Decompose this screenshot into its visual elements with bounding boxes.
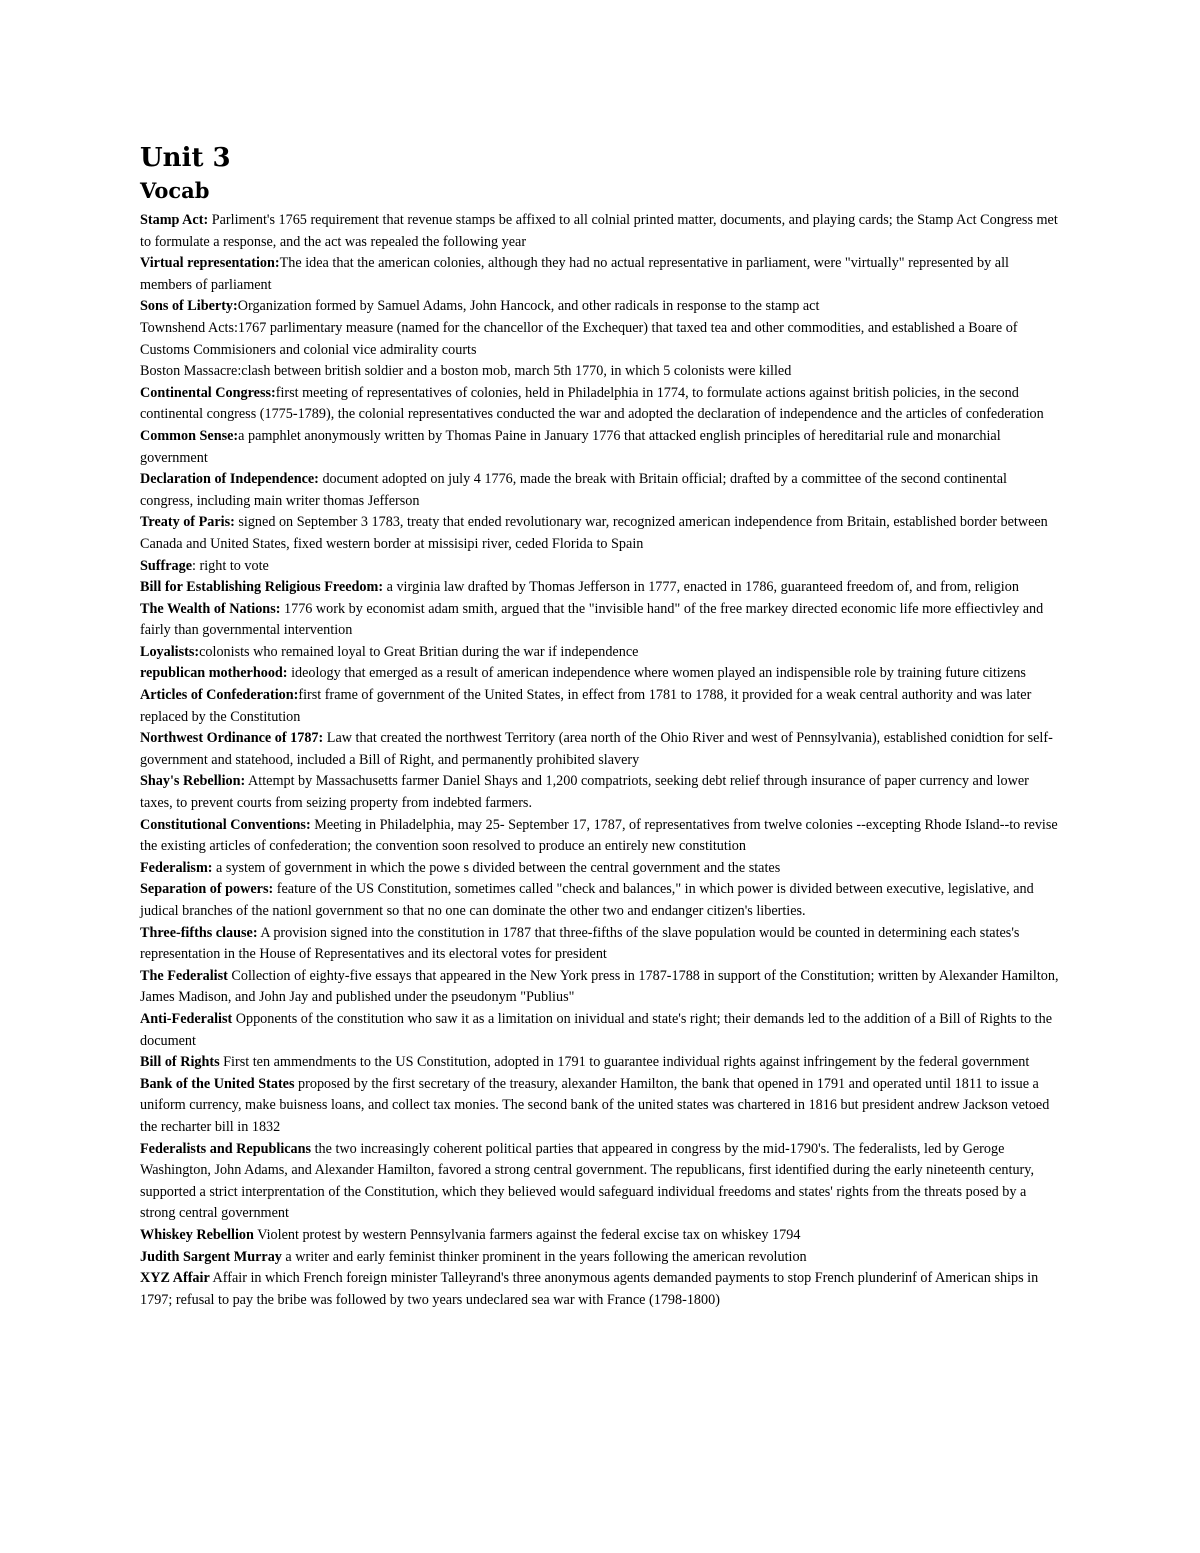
vocab-definition: Organization formed by Samuel Adams, John Hancock, and other radicals in response to the stamp act [237,298,820,315]
vocab-entry [140,599,1060,642]
vocab-entry [140,253,1060,296]
vocab-entry [140,512,1060,555]
vocab-term: Judith Sargent Murray [140,1248,282,1265]
vocab-definition: the two increasingly coherent political parties that appeared in congress by the mid-1790's. The federalists, led by Geroge Washington, John Adams, and Alexander Hamilton, favored a strong central government. The republicans, first identified during the early nineteenth century, supported a strict interprentation of the Constitution, which they believed would safeguard individual freedoms and states' rights from the threats posed by a strong central government [140,1140,1034,1222]
vocab-definition: Opponents of the constitution who saw it as a limitation on inividual and state's right; their demands led to the addition of a Bill of Rights to the document [140,1010,1053,1049]
vocab-definition: The idea that the american colonies, although they had no actual representative in parliament, were "virtually" represented by all members of parliament [140,255,1009,293]
vocab-term: Continental Congress: [140,384,276,401]
vocab-entry [140,771,1060,814]
vocab-definition: Collection of eighty-five essays that appeared in the New York press in 1787-1788 in support of the Constitution; written by Alexander Hamilton, James Madison, and John Jay and published under the pseudonym "Publius" [140,967,1059,1006]
vocab-definition: Affair in which French foreign minister Talleyrand's three anonymous agents demanded payments to stop French plunderinf of American ships in 1797; refusal to pay the bribe was followed by two years undeclared sea war with France (1798-1800) [140,1270,1039,1308]
vocab-definition: Attempt by Massachusetts farmer Daniel Shays and 1,200 compatriots, seeking debt relief through insurance of paper currency and lower taxes, to prevent courts from seizing property from indebted farmers. [140,773,1029,812]
vocab-entry [140,296,1060,318]
vocab-entry [140,879,1060,922]
vocab-entry [140,1247,1060,1269]
vocab-term: Whiskey Rebellion [140,1226,254,1243]
vocab-entry [140,426,1060,469]
vocab-entry [140,1009,1060,1052]
vocab-definition: ideology that emerged as a result of american independence where women played an indispensible role by training future citizens [287,665,1026,682]
vocab-term: Bill of Rights [140,1054,220,1071]
vocab-entry [140,469,1060,512]
vocab-term: Bank of the United States [140,1075,295,1092]
vocab-term: XYZ Affair [140,1270,210,1287]
vocab-definition: first frame of government of the United States, in effect from 1781 to 1788, it provided for a weak central authority and was later replaced by the Constitution [140,687,1032,725]
vocab-term: Federalism: [140,859,213,876]
vocab-definition: Meeting in Philadelphia, may 25- September 17, 1787, of representatives from twelve colonies --excepting Rhode Island--to revise the existing articles of confederation; the convention soon resolved to produce an entirely new constitution [140,816,1058,855]
vocab-definition: signed on September 3 1783, treaty that ended revolutionary war, recognized american independence from Britain, established border between Canada and United States, fixed western border at missisipi river, ceded Florida to Spain [140,514,1048,552]
vocab-entry [140,210,1060,253]
vocab-term: Articles of Confederation: [140,687,299,704]
vocab-definition: : right to vote [192,557,269,574]
vocab-definition: Boston Massacre:clash between british soldier and a boston mob, march 5th 1770, in which 5 colonists were killed [140,363,792,380]
vocab-term: Treaty of Paris: [140,514,235,531]
vocab-term: The Wealth of Nations: [140,600,281,617]
vocab-term: Sons of Liberty: [140,298,238,315]
vocab-term: Constitutional Conventions: [140,816,311,833]
vocab-list [140,210,1060,1311]
vocab-term: The Federalist [140,967,228,984]
vocab-entry [140,1268,1060,1311]
vocab-term: Declaration of Independence: [140,471,319,488]
vocab-entry [140,728,1060,771]
vocab-term: Stamp Act: [140,212,209,228]
vocab-definition: proposed by the first secretary of the treasury, alexander Hamilton, the bank that opened in 1791 and operated until 1811 to issue a uniform currency, make buisness loans, and collect tax monies. The second bank of the united states was chartered in 1816 but president andrew Jackson vetoed the recharter bill in 1832 [140,1075,1050,1135]
vocab-entry [140,1074,1060,1139]
vocab-term: Common Sense: [140,427,239,444]
vocab-definition: feature of the US Constitution, sometimes called "check and balances," in which power is divided between executive, legislative, and judical branches of the nationl government so that no one can dominate the other two and endanger citizen's liberties. [140,881,1034,919]
vocab-entry [140,1052,1060,1074]
vocab-entry [140,966,1060,1009]
page-subtitle: Vocab [140,178,210,203]
vocab-entry [140,1139,1060,1225]
vocab-term: Loyalists: [140,643,200,660]
vocab-definition: first meeting of representatives of colonies, held in Philadelphia in 1774, to formulate actions against british policies, in the second continental congress (1775-1789), the colonial representatives conducted the war and adopted the declaration of independence and the articles of confederation [140,384,1044,423]
vocab-term: Federalists and Republicans [140,1140,312,1157]
vocab-term: Suffrage [140,557,193,574]
vocab-term: Bill for Establishing Religious Freedom: [140,579,384,596]
vocab-definition: First ten ammendments to the US Constitution, adopted in 1791 to guarantee individual rights against infringement by the federal government [219,1054,1030,1071]
vocab-entry [140,858,1060,880]
vocab-entry [140,361,1060,383]
vocab-entry [140,383,1060,426]
vocab-definition: a system of government in which the powe s divided between the central government and the states [212,859,781,876]
vocab-entry [140,577,1060,599]
vocab-entry [140,556,1060,578]
vocab-entry [140,815,1060,858]
vocab-definition: a virginia law drafted by Thomas Jefferson in 1777, enacted in 1786, guaranteed freedom of, and from, religion [383,579,1019,596]
vocab-definition: Townshend Acts:1767 parlimentary measure (named for the chancellor of the Exchequer) that taxed tea and other commodities, and established a Boare of Customs Commisioners and colonial vice admirality courts [140,319,1018,358]
vocab-definition: a pamphlet anonymously written by Thomas Paine in January 1776 that attacked english principles of hereditarial rule and monarchial government [140,427,1001,466]
vocab-definition: Violent protest by western Pennsylvania farmers against the federal excise tax on whiskey 1794 [253,1226,801,1243]
vocab-entry [140,1225,1060,1247]
vocab-entry [140,318,1060,361]
vocab-term: Three-fifths clause: [140,924,258,941]
vocab-definition: Parliment's 1765 requirement that revenue stamps be affixed to all colnial printed matter, documents, and playing cards; the Stamp Act Congress met to formulate a response, and the act was repealed the following year [140,212,1058,250]
vocab-term: Virtual representation: [140,255,280,272]
vocab-term: Northwest Ordinance of 1787: [140,730,324,747]
vocab-definition: a writer and early feminist thinker prominent in the years following the american revolution [281,1248,807,1265]
vocab-definition: colonists who remained loyal to Great Britian during the war if independence [199,643,639,660]
vocab-entry [140,685,1060,728]
vocab-term: Anti-Federalist [140,1010,233,1027]
vocab-term: Separation of powers: [140,881,274,898]
vocab-entry [140,923,1060,966]
vocab-definition: Law that created the northwest Territory (area north of the Ohio River and west of Pennsylvania), established conidtion for self-government and statehood, included a Bill of Right, and permanently prohibited slavery [140,730,1053,768]
vocab-term: Shay's Rebellion: [140,773,246,790]
vocab-definition: 1776 work by economist adam smith, argued that the "invisible hand" of the free markey directed economic life more effiectivley and fairly than governmental intervention [140,600,1044,639]
vocab-entry [140,642,1060,664]
vocab-definition: A provision signed into the constitution in 1787 that three-fifths of the slave population would be counted in determining each states's representation in the House of Representatives and its electoral votes for president [140,924,1020,963]
vocab-entry [140,663,1060,685]
page-title: Unit 3 [140,143,231,173]
vocab-term: republican motherhood: [140,665,288,682]
vocab-definition: document adopted on july 4 1776, made the break with Britain official; drafted by a committee of the second continental congress, including main writer thomas Jefferson [140,471,1007,509]
